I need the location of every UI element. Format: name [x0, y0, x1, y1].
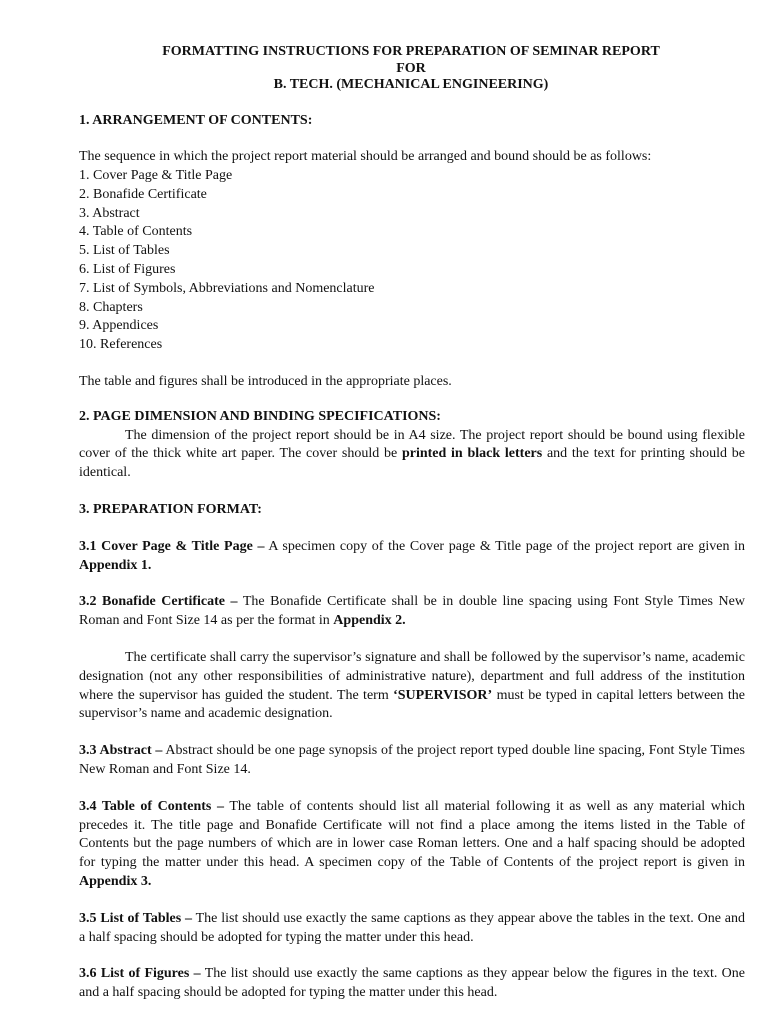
list-item: 10. References: [79, 337, 163, 353]
list-item: 3. Abstract: [79, 205, 140, 221]
list-item: 9. Appendices: [79, 318, 159, 334]
paragraph-3-3: 3.3 Abstract – Abstract should be one page synopsis of the project report typed double line spacing, Font Style Times New Roman and Font Size 14.: [79, 743, 745, 778]
section-3-heading: 3. PREPARATION FORMAT:: [79, 502, 262, 518]
paragraph-3-1: 3.1 Cover Page & Title Page – A specimen copy of the Cover page & Title page of the project report are given in Appendix 1.: [79, 538, 745, 573]
contents-list: [79, 167, 745, 355]
section-1-heading: 1. ARRANGEMENT OF CONTENTS:: [79, 112, 313, 128]
list-item: 7. List of Symbols, Abbreviations and Nomenclature: [79, 280, 375, 296]
section-2-paragraph: The dimension of the project report should be in A4 size. The project report should be bound using flexible cover of the thick white art paper. The cover should be printed in black letters and the text for printing should be identical.: [79, 427, 745, 481]
section-1-note: The table and figures shall be introduced in the appropriate places.: [79, 374, 452, 390]
list-item: 2. Bonafide Certificate: [79, 186, 207, 202]
list-item: 4. Table of Contents: [79, 224, 193, 240]
section-1-intro: The sequence in which the project report material should be arranged and bound should be as follows:: [79, 149, 652, 165]
list-item: 8. Chapters: [79, 299, 143, 315]
title-line-1: FORMATTING INSTRUCTIONS FOR PREPARATION OF SEMINAR REPORT: [162, 44, 660, 59]
paragraph-3-2: 3.2 Bonafide Certificate – The Bonafide Certificate shall be in double line spacing using Font Style Times New Roman and Font Size 14 as per the format in Appendix 2.: [79, 594, 745, 629]
paragraph-3-5: 3.5 List of Tables – The list should use exactly the same captions as they appear above the tables in the text. One and a half spacing should be adopted for typing the matter under this head.: [79, 910, 745, 945]
section-2-heading: 2. PAGE DIMENSION AND BINDING SPECIFICATIONS:: [79, 408, 441, 424]
list-item: 1. Cover Page & Title Page: [79, 168, 233, 184]
list-item: 6. List of Figures: [79, 262, 176, 278]
paragraph-3-2-certificate: The certificate shall carry the supervisor’s signature and shall be followed by the supervisor’s name, academic designation (not any other responsibilities of administrative nature), department and full address of the institution where the supervisor has guided the student. The term ‘SUPERVISOR’ must be typed in capital letters between the supervisor’s name and academic designation.: [79, 650, 745, 722]
title-line-2: FOR: [396, 60, 426, 76]
title-line-3: B. TECH. (MECHANICAL ENGINEERING): [273, 77, 549, 92]
list-item: 5. List of Tables: [79, 243, 170, 259]
paragraph-3-6: 3.6 List of Figures – The list should use exactly the same captions as they appear below the figures in the text. One and a half spacing should be adopted for typing the matter under this head.: [79, 966, 745, 1001]
document-title: [77, 44, 745, 94]
paragraph-3-4: 3.4 Table of Contents – The table of contents should list all material following it as well as any material which precedes it. The title page and Bonafide Certificate will not find a place among the items listed in the Table of Contents but the page numbers of which are in lower case Roman letters. One and a half spacing should be adopted for typing the matter under this head. A specimen copy of the Table of Contents of the project report is given in Appendix 3.: [79, 798, 745, 889]
